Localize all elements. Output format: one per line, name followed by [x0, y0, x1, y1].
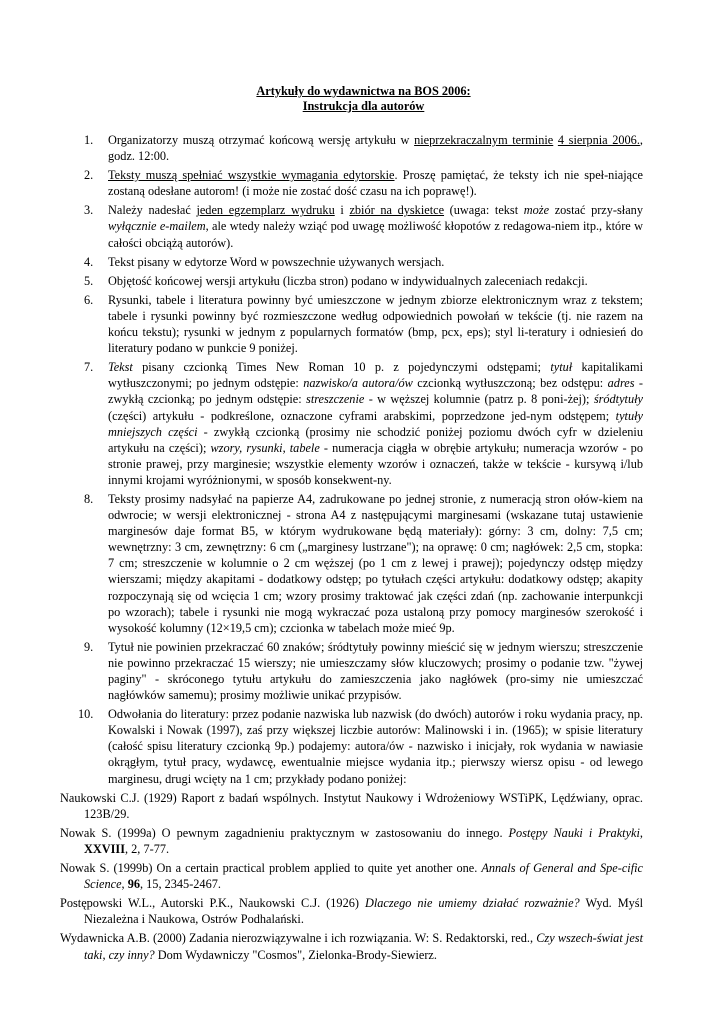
item-number: 2. — [84, 168, 94, 183]
item-number: 6. — [84, 292, 94, 307]
reference-entry: Wydawnicka A.B. (2000) Zadania nierozwiązywalne i ich rozwiązania. W: S. Redaktorski, red., Czy wszech-świat jest taki, czy inny? Dom Wydawniczy "Cosmos", Zielonka-Brody-Siewierz. — [60, 931, 644, 962]
list-item: 2. Teksty muszą spełniać wszystkie wymagania edytorskie. Proszę pamiętać, że teksty ich nie speł-niające zostaną odesłane autorom! (i może nie zostać dość czasu na ich poprawę!). — [84, 168, 643, 199]
list-item: 4. Tekst pisany w edytorze Word w powszechnie używanych wersjach. — [84, 254, 445, 269]
item-number: 4. — [84, 254, 94, 269]
item-number: 7. — [84, 360, 94, 375]
item-number: 8. — [84, 491, 94, 506]
document-page — [60, 84, 644, 966]
item-number: 5. — [84, 273, 94, 288]
reference-entry: Postępowski W.L., Autorski P.K., Naukowski C.J. (1926) Dlaczego nie umiemy działać rozważnie? Wyd. Myśl Niezależna i Naukowa, Ostrów Podhalański. — [60, 896, 643, 927]
list-item: 5. Objętość końcowej wersji artykułu (liczba stron) podano w indywidualnych zaleceniach redakcji. — [84, 273, 588, 288]
references-list — [60, 790, 643, 963]
list-item: 8. Teksty prosimy nadsyłać na papierze A4, zadrukowane po jednej stronie, z numeracją stron ołów-kiem na odwrocie; w wersji elektronicznej - strona A4 z następującymi marginesami (wskazane tutaj ustawienie marginesów daje format B5, w którym wydrukowane będą materiały): górny: 3 cm, dolny: 7,5 cm; wewnętrzny: 3 cm, zewnętrzny: 6 cm („marginesy lustrzane"); na oprawę: 0 cm; nagłówek: 2,5 cm, stopka: 7 cm; streszczenie w kolumnie o 2 cm węższej (po 1 cm z lewej i prawej); pojedynczy odstęp między wierszami; między akapitami - dodatkowy odstęp; po tytułach części artykułu: dodatkowy odstęp; akapity rozpoczynają się od wcięcia 1 cm; wzory prosimy traktować jak części zdań (np. zachowanie interpunkcji po wzorach); tabele i rysunki nie mogą wykraczać poza ustaloną przy pomocy marginesów szerokość i wysokość kolumny (12×19,5 cm); czcionka w tabelach może mieć 9p. — [84, 491, 643, 635]
list-item: 9. Tytuł nie powinien przekraczać 60 znaków; śródtytuły powinny mieścić się w jednym wierszu; streszczenie nie powinno przekraczać 15 wierszy; nie umieszczamy słów kluczowych; prosimy o podanie tzw. "żywej paginy" - skróconego tytułu artykułu do zamieszczenia jako nagłówek (pro-simy nie umieszczać nagłówków samemu); prosimy możliwie unikać przypisów. — [84, 639, 643, 703]
list-item: 6. Rysunki, tabele i literatura powinny być umieszczone w jednym zbiorze elektronicznym wraz z tekstem; tabele i rysunki powinny być rozmieszczone według odpowiednich powołań w tekście (tj. nie razem na końcu tekstu); rysunki w jednym z popularnych formatów (bmp, pcx, eps); styl li-teratury i odniesień do literatury podano w punkcie 9 poniżej. — [84, 292, 643, 356]
reference-entry: Nowak S. (1999b) On a certain practical problem applied to quite yet another one. Annals of General and Spe-cific Science, 96, 15, 2345-2467. — [60, 861, 643, 892]
item-number: 3. — [84, 203, 94, 218]
document-title — [84, 84, 643, 114]
reference-entry: Naukowski C.J. (1929) Raport z badań wspólnych. Instytut Naukowy i Wdrożeniowy WSTiPK, Lędźwiany, oprac. 123B/29. — [60, 790, 643, 821]
title-line-2: Instrukcja dla autorów — [302, 99, 425, 113]
item-number: 9. — [84, 639, 94, 654]
list-item: 10. Odwołania do literatury: przez podanie nazwiska lub nazwisk (do dwóch) autorów i roku wydania pracy, np. Kowalski i Nowak (1997), zaś przy większej liczbie autorów: Malinowski i in. (1965); w spisie literatury (całość spisu literatury czcionką 9p.) podajemy: autora/ów - nazwisko i inicjały, rok wydania w nawiasie okrągłym, tytuł pracy, wydawcę, ewentualnie miejsce wydania itp.; pierwszy wiersz opisu - od lewego marginesu, drugi wcięty na 1 cm; przykłady podano poniżej: — [78, 707, 643, 786]
item-number: 1. — [84, 133, 94, 147]
instruction-list — [78, 132, 644, 787]
list-item: 1. Organizatorzy muszą otrzymać końcową wersję artykułu w nieprzekraczalnym terminie 4 sierpnia 2006., godz. 12:00. — [84, 133, 643, 164]
title-line-1: Artykuły do wydawnictwa na BOS 2006: — [256, 84, 471, 98]
list-item: 3. Należy nadesłać jeden egzemplarz wydruku i zbiór na dyskietce (uwaga: tekst może zostać przy-słany wyłącznie e-mailem, ale wtedy należy wziąć pod uwagę możliwość kłopotów z redagowa-niem itp., które w całości obciążą autorów). — [84, 203, 643, 250]
reference-entry: Nowak S. (1999a) O pewnym zagadnieniu praktycznym w zastosowaniu do innego. Postępy Nauki i Praktyki, XXVIII, 2, 7-77. — [60, 825, 643, 856]
item-number: 10. — [78, 707, 94, 722]
list-item: 7. Tekst pisany czcionką Times New Roman 10 p. z pojedynczymi odstępami; tytuł kapitalikami wytłuszczonymi; po jednym odstępie: nazwisko/a autora/ów czcionką wytłuszczoną; bez odstępu: adres - zwykłą czcionką; po jednym odstępie: streszczenie - w węższej kolumnie (patrz p. 8 poni-żej); śródtytuły (części) artykułu - podkreślone, oznaczone cyframi arabskimi, poprzedzone jed-nym odstępem; tytuły mniejszych części - zwykłą czcionką (prosimy nie schodzić poniżej poziomu dwóch cyfr w dzieleniu artykułu na części); wzory, rysunki, tabele - numeracja ciągła w obrębie artykułu; numeracja wzorów - po stronie prawej, przy marginesie; wszystkie elementy wzorów i oznaczeń, także w tekście - kursywą i/lub innymi krojami wyróżnionymi, w sposób konsekwent-ny. — [84, 360, 644, 487]
